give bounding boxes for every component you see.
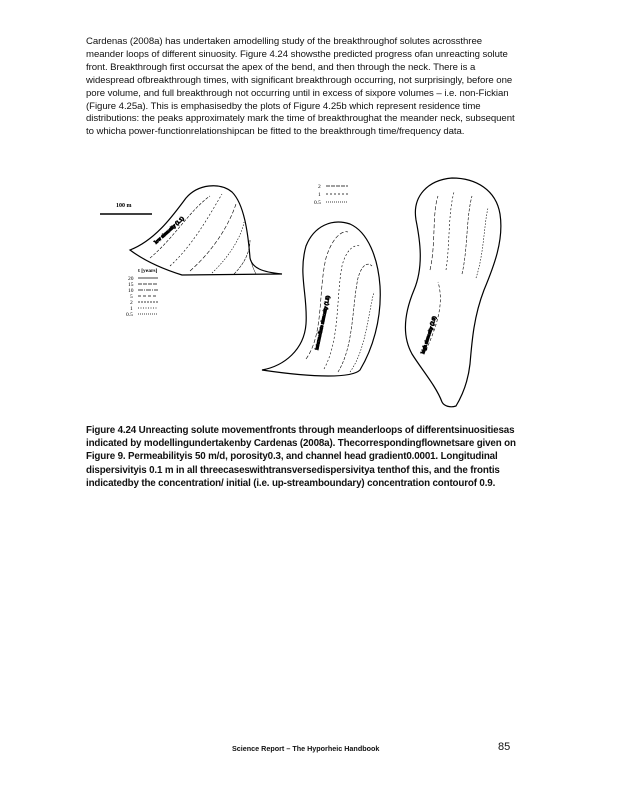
legend-main [126, 268, 158, 318]
figure-caption: Figure 4.24 Unreacting solute movementfronts through meanderloops of differentsinuositiesas indicated by modellingundertakenby Cardenas (2008a). Thecorrespondingflownetsare given on Figure 9. Permeabilityis 50 m/d, porosity0.3, and channel head gradient0.0001. Longitudinal dispersivityis 0.1 m in all threecaseswithtransversedispersivitya tenthof this, and the frontis indicatedby the concentration/ initial (i.e. up-streamboundary) concentration contourof 0.9. [86, 425, 516, 489]
legend-value-4: 5 [130, 294, 133, 300]
footer-title: Science Report – The Hyporheic Handbook [232, 744, 380, 753]
loop-label-low: low sinuosity (1.1) [153, 216, 186, 246]
figure-4-24-image [86, 174, 518, 420]
page-number: 85 [498, 741, 511, 753]
loop-label-high: high sinuosity (2.0) [421, 315, 438, 355]
legend-value-3: 10 [128, 288, 134, 294]
legend-value-7: 0.5 [126, 312, 133, 318]
intermediate-sinuosity-loop [262, 222, 380, 376]
legend-value-2: 15 [128, 282, 134, 288]
body-paragraph: Cardenas (2008a) has undertaken amodelling study of the breakthroughof solutes acrossthree meander loops of different sinuosity. Figure 4.24 showsthe predicted progress ofan unreacting solute front. Breakthrough first occursat the apex of the bend, and then through the neck. There is a widespread ofbreakthrough times, with significant breakthrough occurring, not surprisingly, before one pore volume, and full breakthrough not occurring until in excess of sixpore volumes – i.e. non-Fickian (Figure 4.25a). This is emphasisedby the plots of Figure 4.25b which represent residence time distributions: the peaks approximately mark the time of breakthroughat the meander neck, subsequent to whicha power-functionrelationshipcan be fitted to the breakthrough time/frequency data. [86, 36, 515, 138]
legend-title: t [years] [138, 268, 158, 274]
high-sinuosity-loop [405, 178, 500, 407]
low-sinuosity-loop [130, 186, 282, 275]
loop-label-intermediate: intermediate sinuosity (1.5) [315, 295, 332, 351]
legend2-value-1: 2 [318, 184, 321, 190]
scale-bar [100, 203, 152, 214]
scale-bar-label: 100 m [116, 203, 132, 209]
legend-value-6: 1 [130, 306, 133, 312]
legend2-value-2: 1 [318, 192, 321, 198]
legend2-value-3: 0.5 [314, 200, 321, 206]
legend-secondary [314, 184, 348, 206]
legend-value-5: 2 [130, 300, 133, 306]
legend-value-1: 20 [128, 276, 134, 282]
